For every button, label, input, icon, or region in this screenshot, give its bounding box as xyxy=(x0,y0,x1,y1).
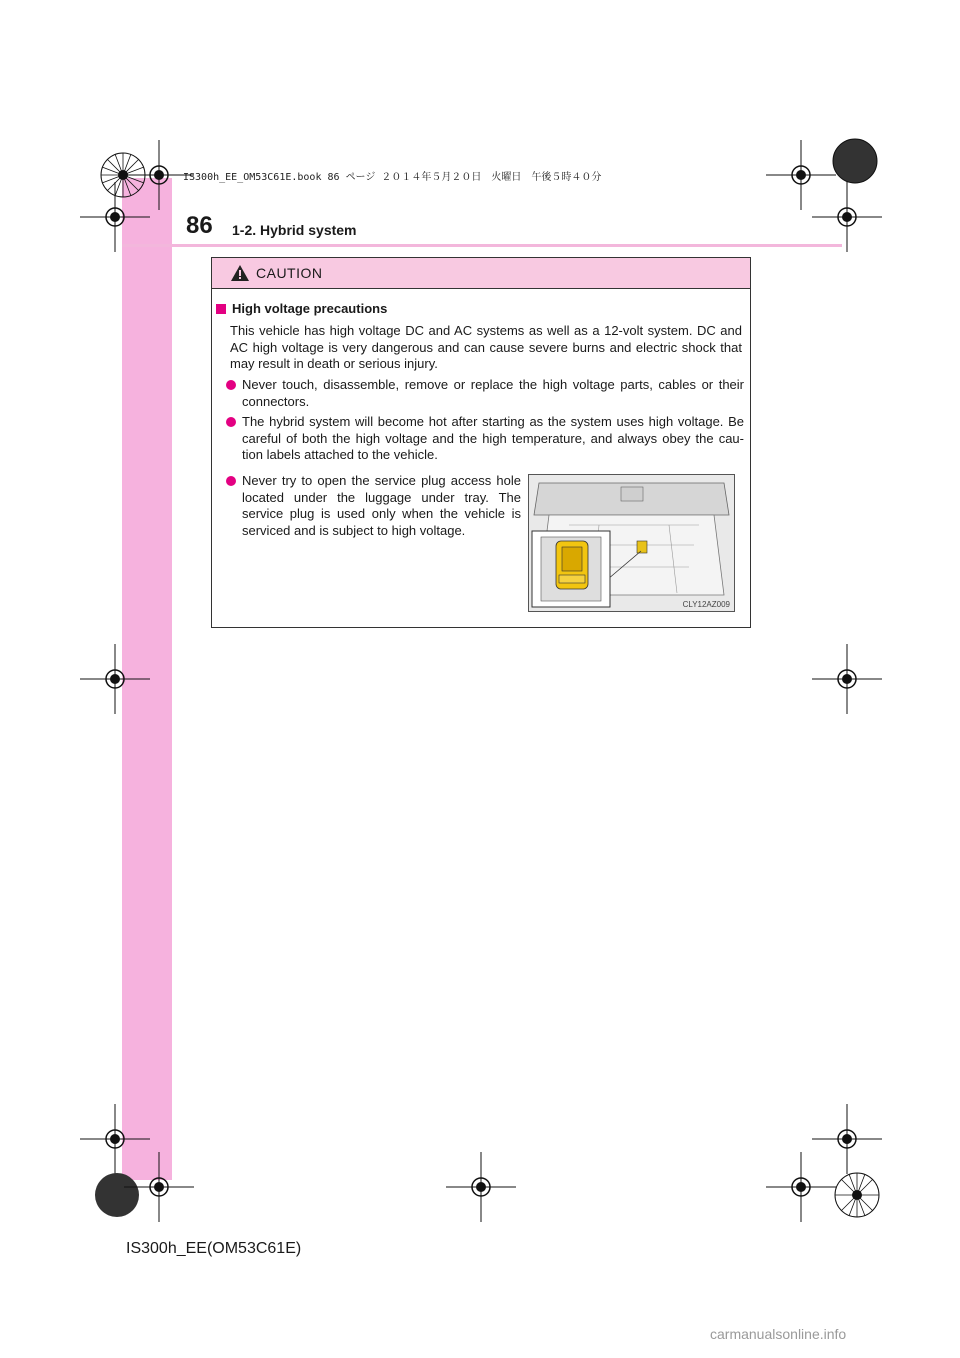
bullet-dot-icon xyxy=(226,476,236,486)
caution-box xyxy=(211,257,751,628)
warning-triangle-icon xyxy=(230,264,250,282)
file-header-line: IS300h_EE_OM53C61E.book 86 ページ ２０１４年５月２０日 火曜日 午後５時４０分 xyxy=(183,172,602,183)
caution-bullet-3: Never try to open the service plug access hole located under the luggage under tray. The service plug is used only when the vehicle is serviced and is subject to high voltage. xyxy=(216,473,521,539)
section-title: 1-2. Hybrid system xyxy=(232,222,357,238)
luggage-compartment-drawing xyxy=(529,475,734,611)
crosshair-mark-bottom-center xyxy=(446,1152,516,1222)
crosshair-mark-middle-right xyxy=(812,644,882,714)
crosshair-mark-top-right-b xyxy=(812,182,882,252)
crosshair-mark-bottom-left-b xyxy=(124,1152,194,1222)
figure-code: CLY12AZ009 xyxy=(682,600,730,609)
page-number: 86 xyxy=(186,212,213,239)
caution-bullet-1: Never touch, disassemble, remove or replace the high voltage parts, cables or their connectors. xyxy=(216,377,744,410)
caution-bullet-2: The hybrid system will become hot after starting as the system uses high voltage. Be careful of both the high voltage and the high temperature, and always obey the cau-tion labels attached to the vehicle. xyxy=(216,414,744,464)
header-rule xyxy=(122,244,842,247)
footer-model-code: IS300h_EE(OM53C61E) xyxy=(126,1240,302,1257)
service-plug-illustration xyxy=(528,474,735,612)
square-bullet-icon xyxy=(216,304,226,314)
caution-heading: High voltage precautions xyxy=(216,301,387,316)
watermark: carmanualsonline.info xyxy=(710,1326,847,1342)
crosshair-mark-middle-left xyxy=(80,644,150,714)
crosshair-mark-top-center xyxy=(124,140,194,210)
caution-intro: This vehicle has high voltage DC and AC systems as well as a 12-volt system. DC and AC high voltage is very dangerous and can cause severe burns and electric shock that may result in death or serious injury. xyxy=(230,323,742,371)
caution-header xyxy=(212,258,750,289)
bullet-dot-icon xyxy=(226,380,236,390)
caution-title: CAUTION xyxy=(256,265,323,281)
bullet-dot-icon xyxy=(226,417,236,427)
registration-mark-bottom-right xyxy=(822,1160,892,1230)
